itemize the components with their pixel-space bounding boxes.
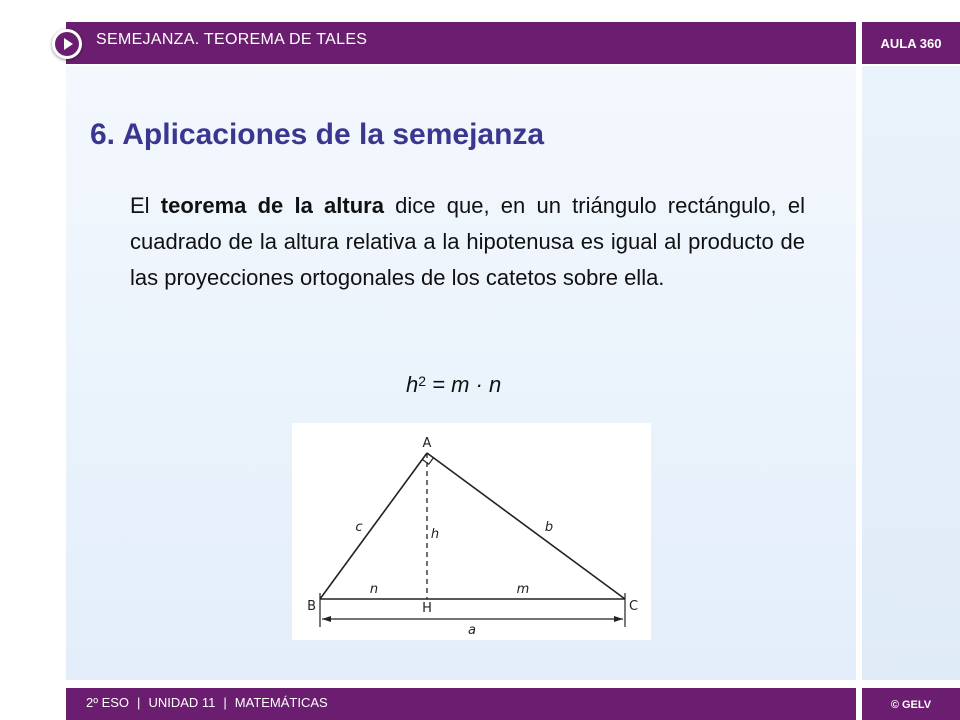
footer-separator: | — [137, 695, 141, 710]
formula — [406, 372, 501, 398]
paragraph-bold-term: teorema de la altura — [160, 193, 384, 218]
triangle-diagram — [292, 423, 651, 640]
label-h: h — [430, 527, 440, 542]
footer-course: 2º ESO — [86, 695, 130, 710]
header-title: SEMEJANZA. TEOREMA DE TALES — [96, 31, 368, 48]
arrow-right — [614, 616, 623, 622]
side-b-line — [427, 453, 625, 599]
label-A: A — [422, 436, 432, 451]
aula-badge: AULA 360 — [880, 36, 942, 51]
label-B: B — [307, 599, 316, 614]
formula-rest: = m · n — [426, 372, 502, 397]
paragraph-rest: dice que, en un triángulo rectángulo, el cuadrado de la altura relativa a la hipotenusa es igual al producto de las proyecciones ortogonales de los catetos sobre ella. — [130, 193, 805, 290]
copyright-text: © GELV — [890, 699, 932, 711]
play-button[interactable] — [52, 29, 82, 59]
footer-subject: MATEMÁTICAS — [234, 695, 328, 710]
side-panel — [862, 66, 960, 680]
side-c-line — [320, 453, 427, 599]
formula-exponent: 2 — [418, 373, 427, 389]
label-C: C — [629, 599, 639, 614]
label-c: c — [355, 520, 363, 535]
label-n: n — [369, 582, 379, 597]
theorem-paragraph — [130, 188, 805, 296]
footer-unit: UNIDAD 11 — [148, 695, 216, 710]
section-title: 6. Aplicaciones de la semejanza — [90, 118, 545, 151]
triangle-figure — [292, 423, 651, 640]
arrow-left — [322, 616, 331, 622]
label-H: H — [422, 601, 432, 616]
play-icon — [52, 29, 82, 59]
footer-breadcrumb — [86, 695, 328, 710]
formula-base: h — [406, 372, 419, 397]
right-angle-mark — [422, 458, 433, 464]
label-m: m — [516, 582, 530, 597]
label-b: b — [544, 520, 554, 535]
label-a: a — [468, 623, 476, 638]
footer-separator: | — [223, 695, 227, 710]
paragraph-intro: El — [130, 193, 161, 218]
